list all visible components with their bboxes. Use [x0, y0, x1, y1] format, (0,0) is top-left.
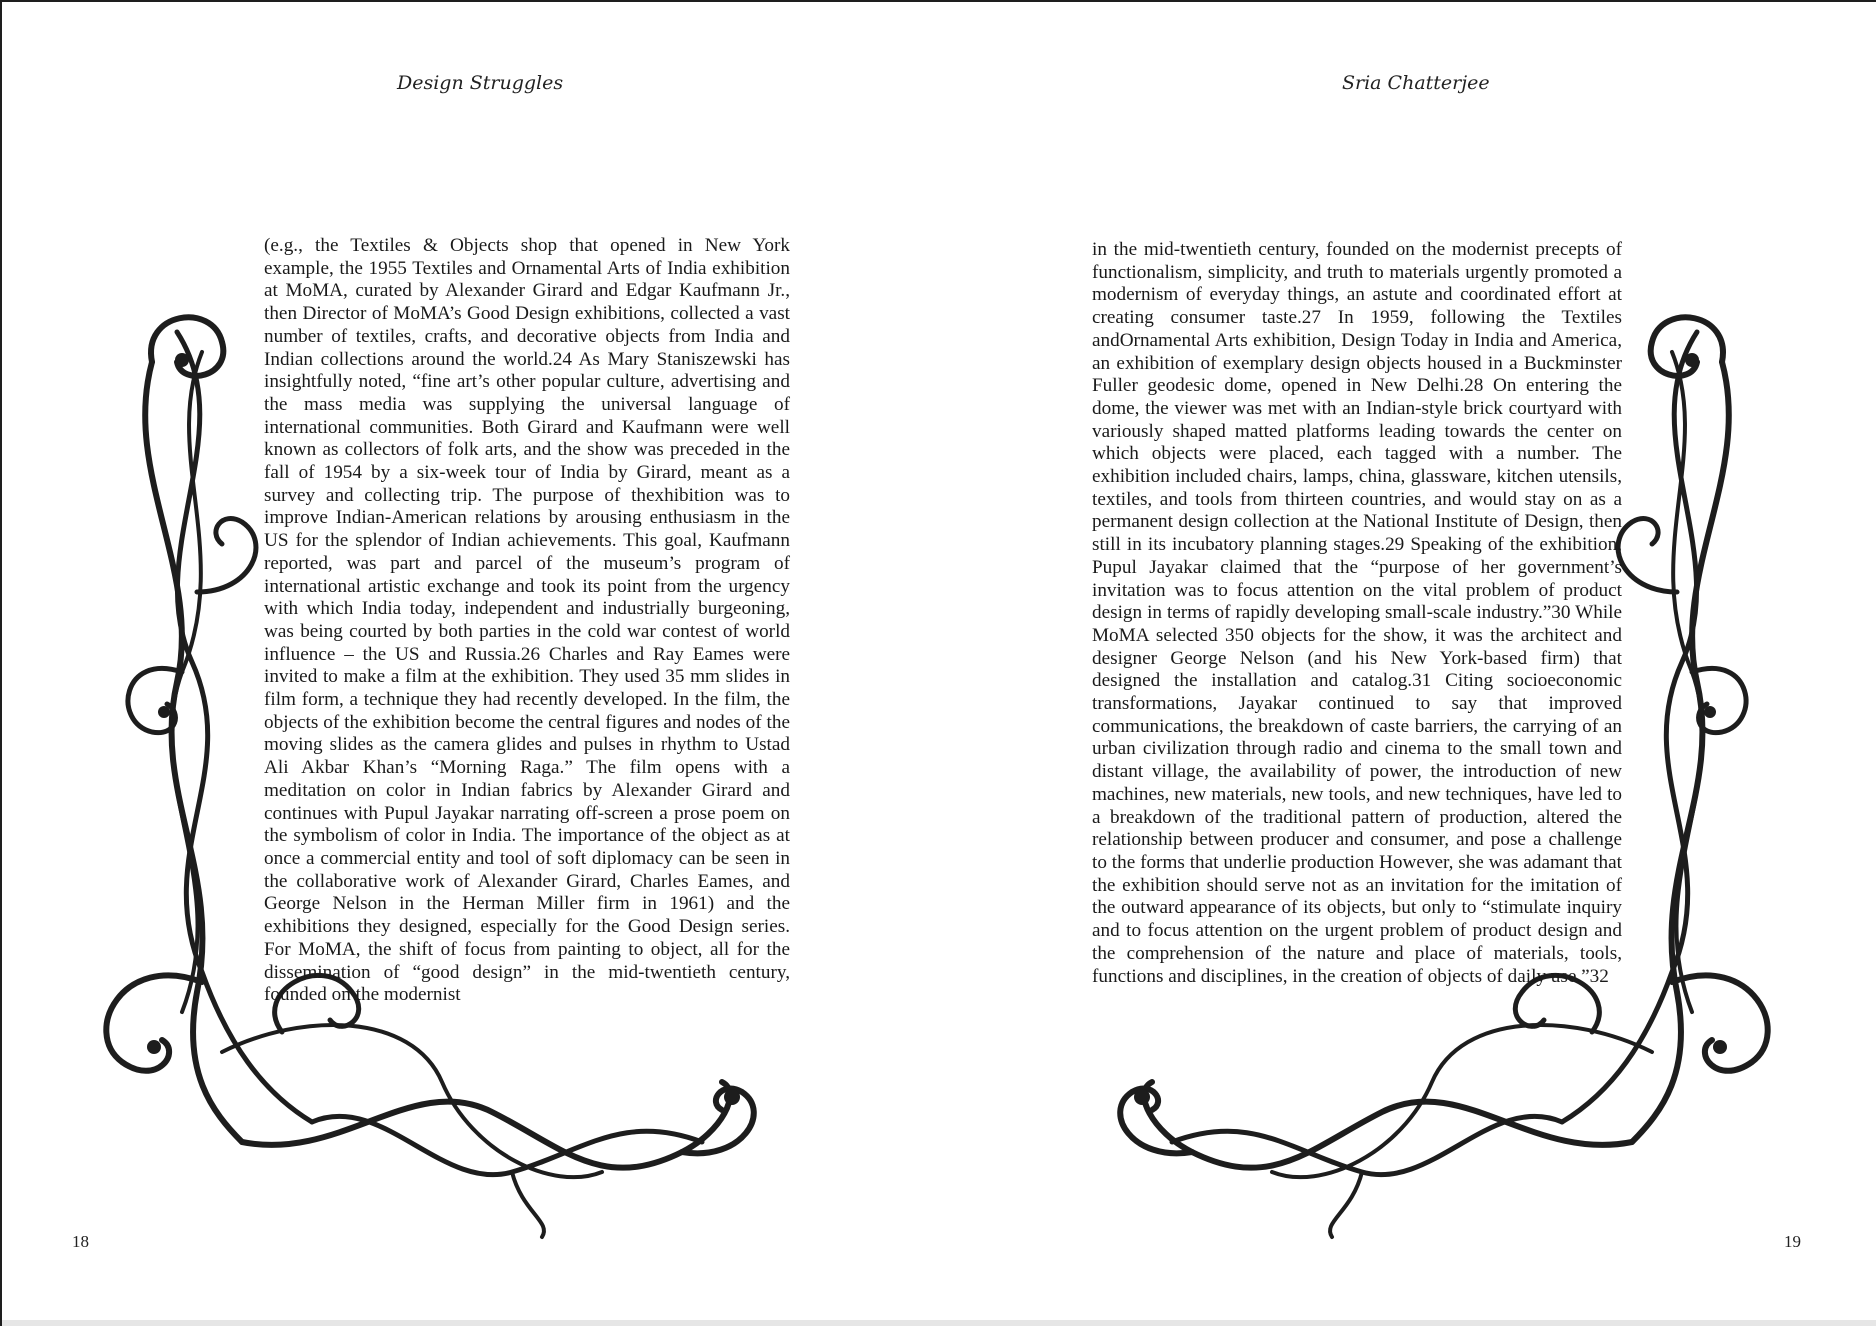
page-bottom-edge	[2, 1320, 1876, 1326]
page-number-right: 19	[1784, 1232, 1801, 1251]
right-page-body-text: in the mid-twentieth century, founded on the modernist precepts of functionalism, simplicity, and truth to materials urgently promoted a modernism of everyday things, an astute and coordinated effort at creating consumer taste.27 In 1959, following the Textiles andOrnamental Arts exhibition, Design Today in India and America, an exhibition of exemplary design objects housed in a Buckminster Fuller geodesic dome, opened in New Delhi.28 On entering the dome, the viewer was met with an Indian-style brick courtyard with variously shaped matted platforms leading towards the center on which objects were placed, each tagged with a number. The exhibition included chairs, lamps, china, glassware, kitchen utensils, textiles, and tools from thirteen countries, and would stay on as a permanent design collection at the National Institute of Design, then still in its incubatory planning stages.29 Speaking of the exhibition, Pupul Jayakar claimed that the “purpose of her government’s invitation was to focus attention on the vital problem of product design in terms of rapidly developing small-scale industry.”30 While MoMA selected 350 objects for the show, it was the architect and designer George Nelson (and his New York-based firm) that designed the installation and catalog.31 Citing socioeconomic transformations, Jayakar continued to say that improved communications, the breakdown of caste barriers, the carrying of an urban civilization through radio and cinema to the small town and distant village, the availability of power, the introduction of new machines, new materials, new tools, and new techniques, have led to a breakdown of the traditional pattern of production, altered the relationship between producer and consumer, and pose a challenge to the forms that underlie production However, she was adamant that the exhibition should serve not as an invitation for the imitation of the outward appearance of its objects, but only to “stimulate inquiry and to focus attention on the urgent problem of product design and the comprehension of the nature and place of materials, tools, functions and disciplines, in the creation of objects of daily use.”32	[1092, 239, 1622, 987]
running-head-left: Design Struggles	[397, 72, 564, 94]
left-page-body-text: (e.g., the Textiles & Objects shop that opened in New York example, the 1955 Textiles and Ornamental Arts of India exhibition at MoMA, curated by Alexander Girard and Edgar Kaufmann Jr., then Director of MoMA’s Good Design exhibitions, collected a vast number of textiles, crafts, and decorative objects from India and Indian collections around the world.24 As Mary Staniszewski has insightfully noted, “fine art’s other popular culture, advertising and the mass media was supplying the universal language of international communities. Both Girard and Kaufmann were well known as collectors of folk arts, and the show was preceded in the fall of 1954 by a six-week tour of India by Girard, meant as a survey and collecting trip. The purpose of thexhibition was to improve Indian-American relations by arousing enthusiasm in the US for the splendor of Indian achievements. This goal, Kaufmann reported, was part and parcel of the museum’s program of international artistic exchange and took its point from the urgency with which India today, independent and industrially burgeoning, was being courted by both parties in the cold war contest of world influence – the US and Russia.26 Charles and Ray Eames were invited to make a film at the exhibition. They used 35 mm slides in film form, a technique they had recently developed. In the film, the objects of the exhibition become the central figures and nodes of the moving slides as the camera glides and pulses in rhythm to Ustad Ali Akbar Khan’s “Morning Raga.” The film opens with a meditation on color in Indian fabrics by Alexander Girard and continues with Pupul Jayakar narrating off-screen a prose poem on the symbolism of color in India. The importance of the object as at once a commercial entity and tool of soft diplomacy can be seen in the collaborative work of Alexander Girard, Charles Eames, and George Nelson in the Herman Miller firm in 1961) and the exhibitions they designed, especially for the Good Design series. For MoMA, the shift of focus from painting to object, all for the dissemination of “good design” in the mid-twentieth century, founded on the modernist	[264, 235, 790, 1006]
running-head-right: Sria Chatterjee	[1342, 72, 1490, 94]
page-number-left: 18	[72, 1232, 89, 1251]
